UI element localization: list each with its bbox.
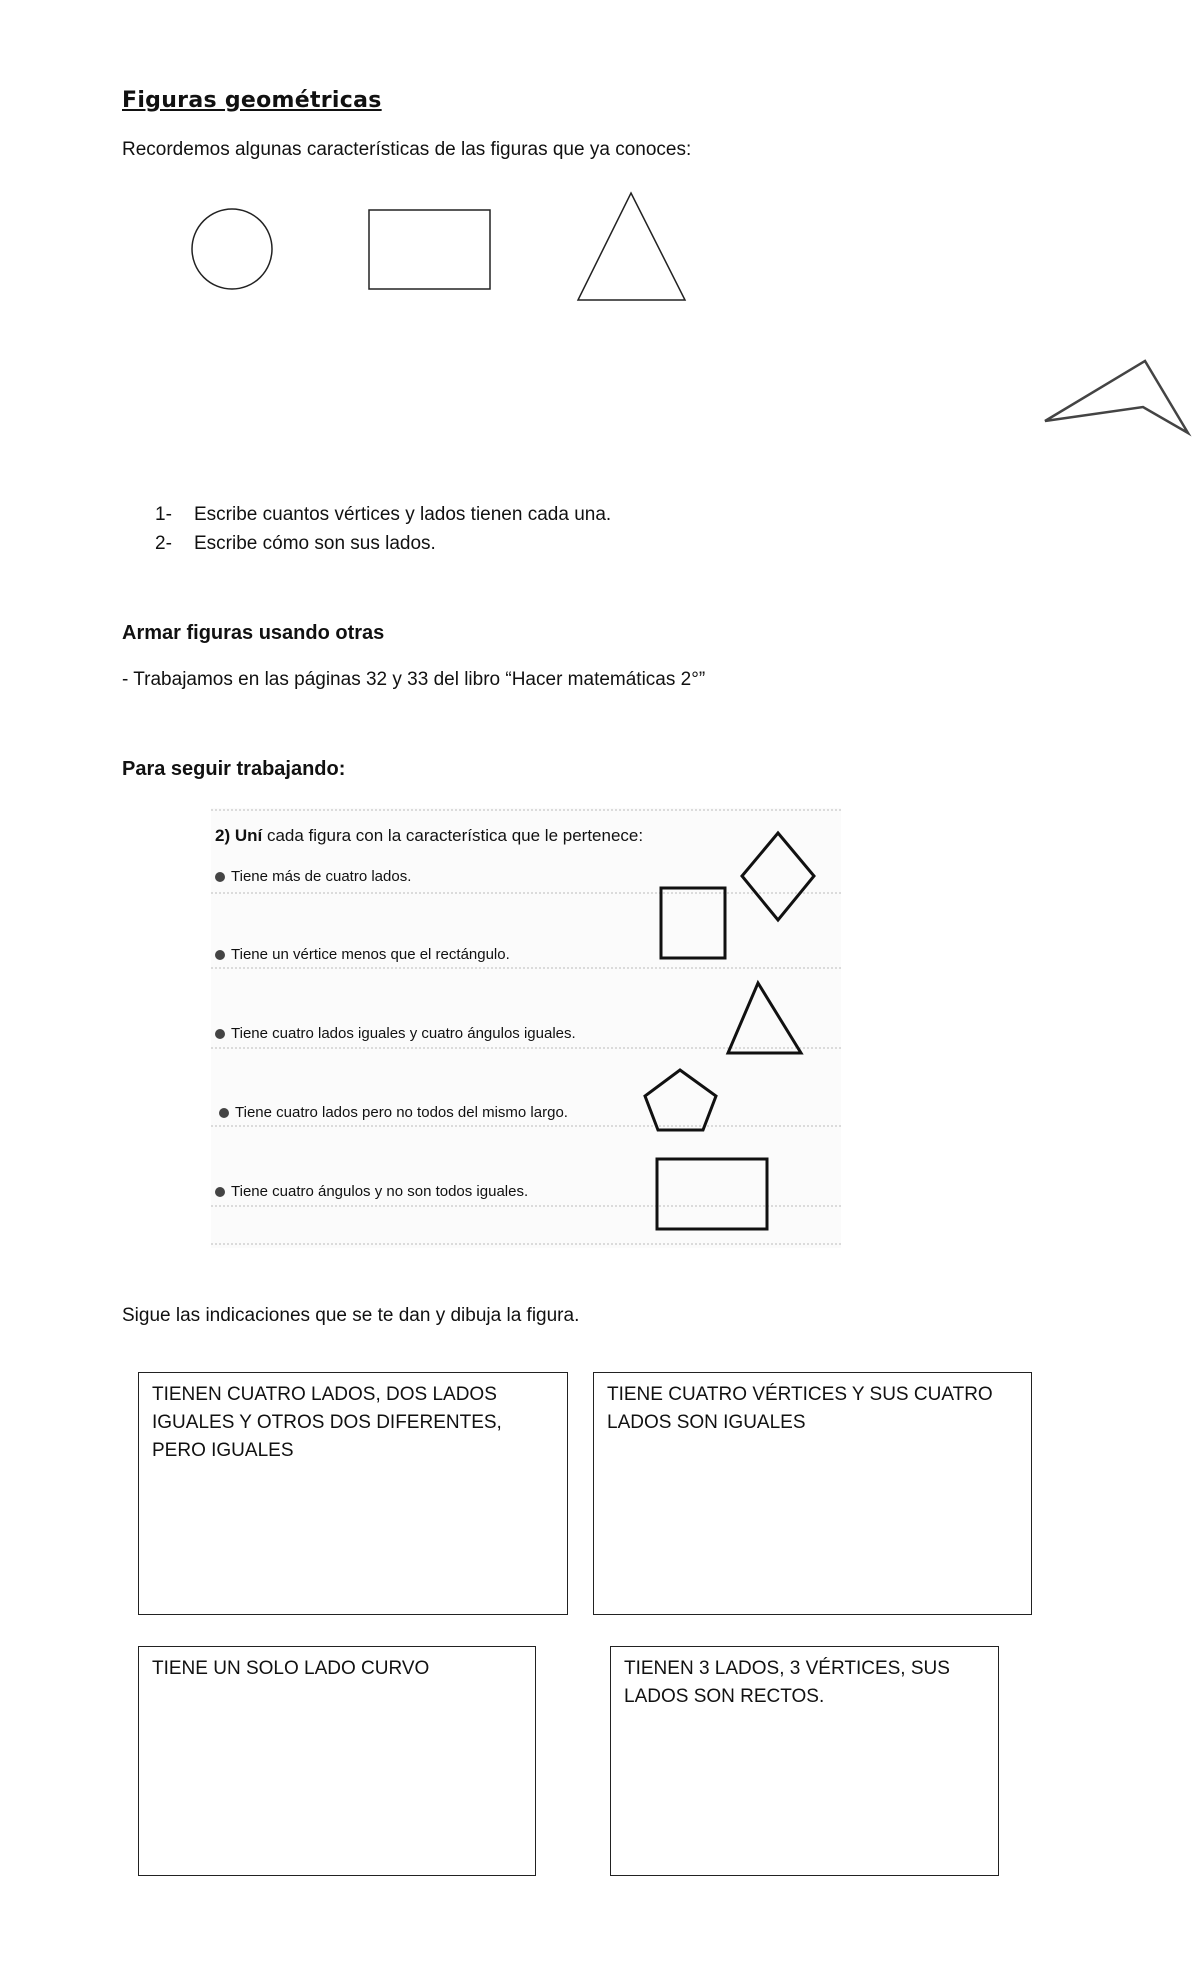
- triangle-icon: [728, 983, 801, 1053]
- draw-instruction: Sigue las indicaciones que se te dan y dibuja la figura.: [122, 1305, 580, 1326]
- instruction-item: 2- Escribe cómo son sus lados.: [155, 533, 436, 554]
- worksheet-item: Tiene un vértice menos que el rectángulo.: [215, 946, 510, 963]
- rhombus-icon: [742, 833, 814, 920]
- triangle-icon: [578, 193, 685, 300]
- shapes-row: [0, 0, 1200, 460]
- answer-box-4[interactable]: TIENEN 3 LADOS, 3 VÉRTICES, SUS LADOS SON RECTOS.: [610, 1646, 999, 1876]
- bullet-icon: [215, 872, 225, 882]
- bullet-icon: [219, 1108, 229, 1118]
- worksheet-image: [211, 808, 841, 1248]
- worksheet-item: Tiene cuatro lados pero no todos del mismo largo.: [219, 1104, 568, 1121]
- bullet-icon: [215, 1029, 225, 1039]
- answer-box-2[interactable]: TIENE CUATRO VÉRTICES Y SUS CUATRO LADOS SON IGUALES: [593, 1372, 1032, 1615]
- section-text-armar: - Trabajamos en las páginas 32 y 33 del libro “Hacer matemáticas 2°”: [122, 669, 706, 690]
- circle-icon: [192, 209, 272, 289]
- rectangle-icon: [657, 1159, 767, 1229]
- square-icon: [661, 888, 725, 958]
- pentagon-icon: [645, 1070, 716, 1130]
- section-heading-armar: Armar figuras usando otras: [122, 622, 385, 644]
- irregular-triangle-icon: [1045, 361, 1188, 433]
- bullet-icon: [215, 1187, 225, 1197]
- section-heading-seguir: Para seguir trabajando:: [122, 758, 346, 780]
- intro-text: Recordemos algunas características de las figuras que ya conoces:: [122, 139, 692, 160]
- worksheet-title: 2) Uní cada figura con la característica que le pertenece:: [215, 826, 644, 845]
- worksheet-item: Tiene más de cuatro lados.: [215, 868, 411, 885]
- instructions-list: [155, 500, 611, 558]
- answer-box-3[interactable]: TIENE UN SOLO LADO CURVO: [138, 1646, 536, 1876]
- worksheet-item: Tiene cuatro ángulos y no son todos iguales.: [215, 1183, 528, 1200]
- rectangle-icon: [369, 210, 490, 289]
- worksheet-item: Tiene cuatro lados iguales y cuatro ángulos iguales.: [215, 1025, 576, 1042]
- bullet-icon: [215, 950, 225, 960]
- answer-box-1[interactable]: TIENEN CUATRO LADOS, DOS LADOS IGUALES Y OTROS DOS DIFERENTES, PERO IGUALES: [138, 1372, 568, 1615]
- page-title: Figuras geométricas: [122, 88, 382, 113]
- instruction-item: 1- Escribe cuantos vértices y lados tienen cada una.: [155, 504, 612, 525]
